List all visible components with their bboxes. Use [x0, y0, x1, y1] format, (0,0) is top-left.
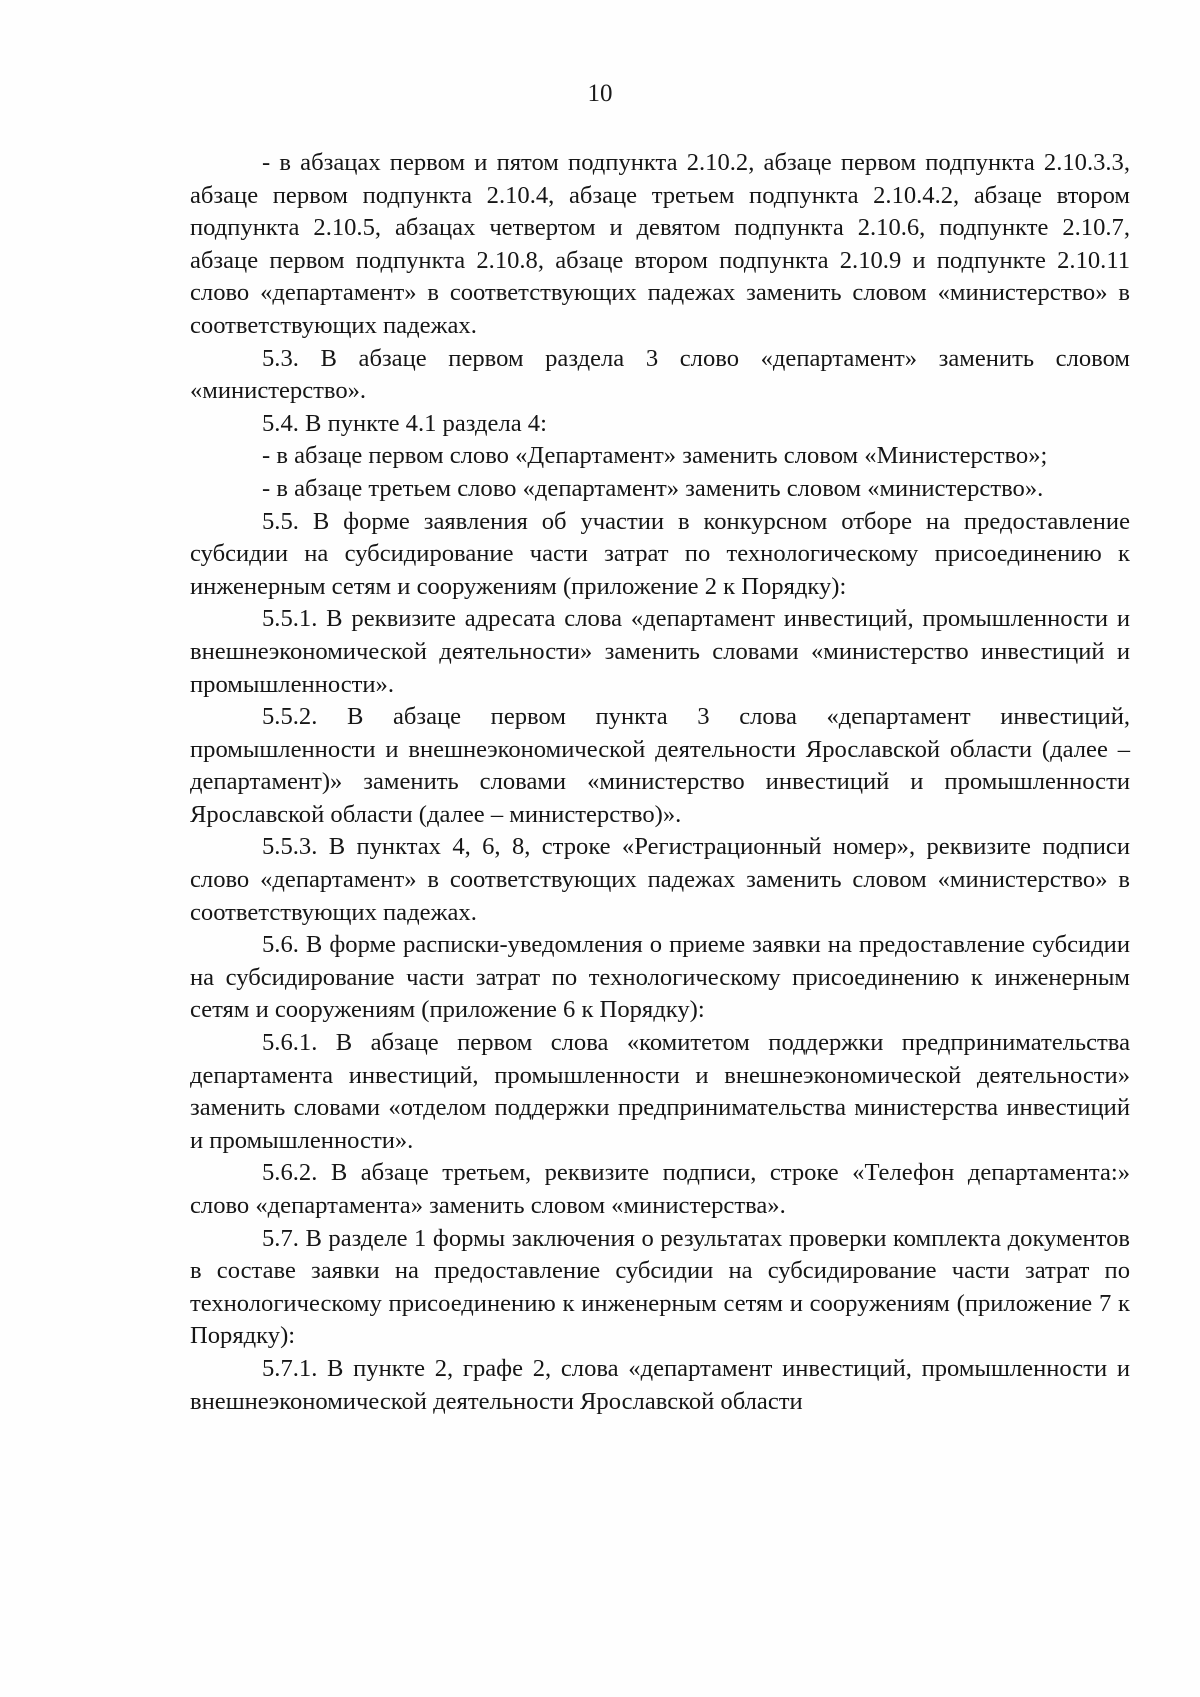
paragraph: - в абзаце первом слово «Департамент» заменить словом «Министерство»;	[262, 442, 1048, 470]
paragraph: 5.6.1. В абзаце первом слова «комитетом поддержки предпринимательства департамента инвестиций, промышленности и внешнеэкономической деятельности» заменить словами «отделом поддержки предпринимательства министерства инвестиций и промышленности».	[190, 1029, 1130, 1154]
paragraph: 5.7.1. В пункте 2, графе 2, слова «департамент инвестиций, промышленности и внешнеэкономической деятельности Ярославской области	[190, 1354, 1130, 1415]
paragraph: - в абзаце третьем слово «департамент» заменить словом «министерство».	[262, 474, 1044, 502]
paragraph: - в абзацах первом и пятом подпункта 2.10.2, абзаце первом подпункта 2.10.3.3, абзаце первом подпункта 2.10.4, абзаце третьем подпункта 2.10.4.2, абзаце втором подпункта 2.10.5, абзацах четвертом и девятом подпункта 2.10.6, подпункте 2.10.7, абзаце первом подпункта 2.10.8, абзаце втором подпункта 2.10.9 и подпункте 2.10.11 слово «департамент» в соответствующих падежах заменить словом «министерство» в соответствующих падежах.	[190, 149, 1130, 339]
paragraph: 5.6.2. В абзаце третьем, реквизите подписи, строке «Телефон департамента:» слово «департамента» заменить словом «министерства».	[190, 1159, 1130, 1219]
paragraph: 5.5.1. В реквизите адресата слова «департамент инвестиций, промышленности и внешнеэкономической деятельности» заменить словами «министерство инвестиций и промышленности».	[190, 605, 1130, 698]
paragraph: 5.7. В разделе 1 формы заключения о результатах проверки комплекта документов в составе заявки на предоставление субсидии на субсидирование части затрат по технологическому присоединению к инженерным сетям и сооружениям (приложение 7 к Порядку):	[190, 1224, 1130, 1350]
document-body	[190, 147, 1130, 1418]
paragraph: 5.5. В форме заявления об участии в конкурсном отборе на предоставление субсидии на субсидирование части затрат по технологическому присоединению к инженерным сетям и сооружениям (приложение 2 к Порядку):	[190, 507, 1130, 600]
paragraph: 5.5.2. В абзаце первом пункта 3 слова «департамент инвестиций, промышленности и внешнеэкономической деятельности Ярославской области (далее – департамент)» заменить словами «министерство инвестиций и промышленности Ярославской области (далее – министерство)».	[190, 703, 1130, 828]
paragraph: 5.3. В абзаце первом раздела 3 слово «департамент» заменить словом «министерство».	[190, 344, 1130, 405]
paragraph: 5.5.3. В пунктах 4, 6, 8, строке «Регистрационный номер», реквизите подписи слово «департамент» в соответствующих падежах заменить словом «министерство» в соответствующих падежах.	[190, 833, 1130, 926]
page-number: 10	[587, 80, 613, 107]
paragraph: 5.6. В форме расписки-уведомления о приеме заявки на предоставление субсидии на субсидирование части затрат по технологическому присоединению к инженерным сетям и сооружениям (приложение 6 к Порядку):	[190, 931, 1130, 1024]
paragraph: 5.4. В пункте 4.1 раздела 4:	[262, 409, 547, 437]
